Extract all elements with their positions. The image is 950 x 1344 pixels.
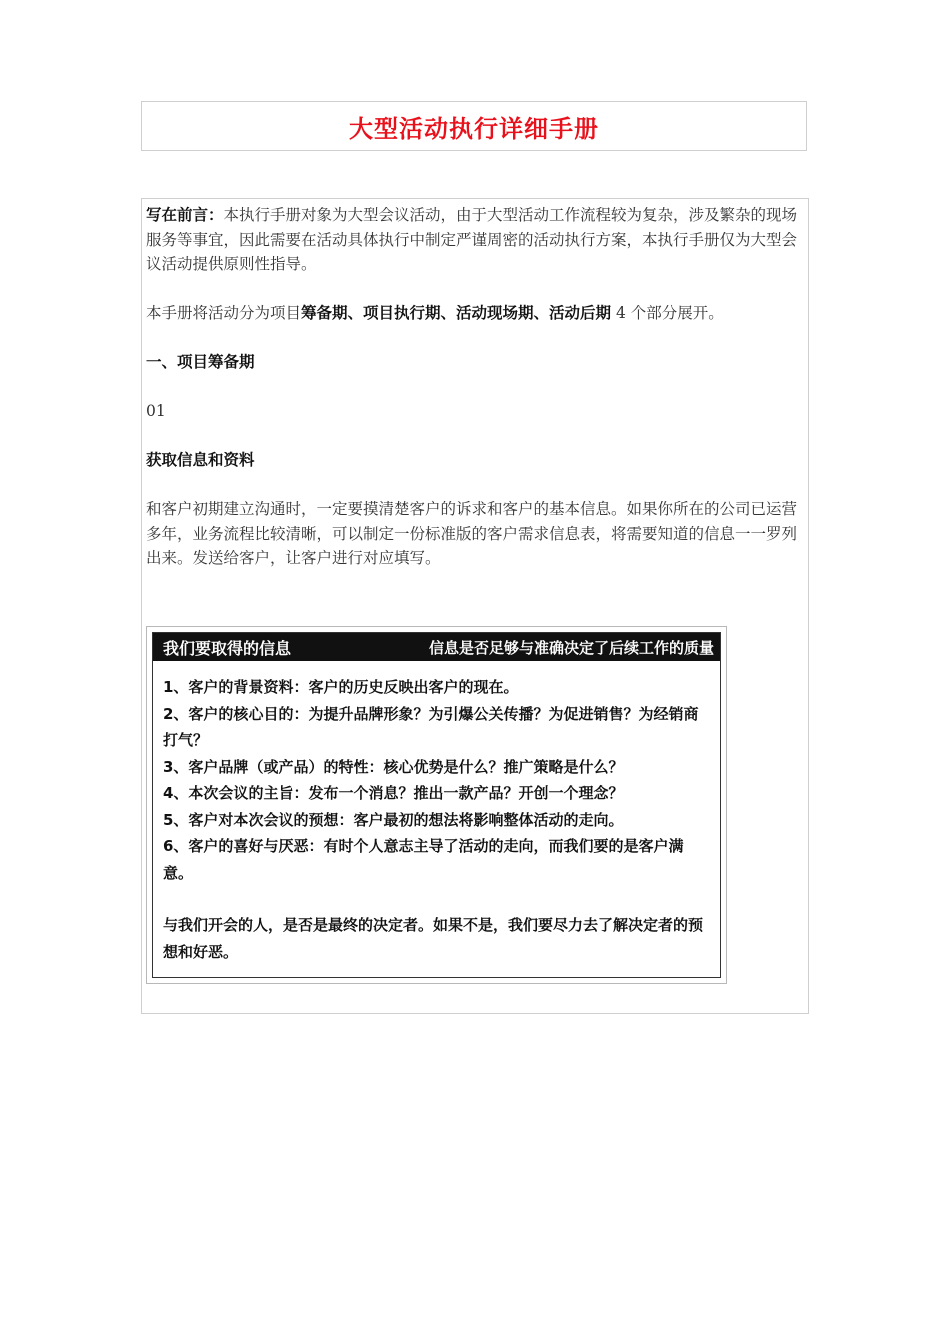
overview-before: 本手册将活动分为项目 — [146, 304, 302, 322]
section-number: 01 — [146, 402, 166, 420]
info-item-text: 为提升品牌形象？为引爆公关传播？为促进销售？为经销商打气？ — [163, 704, 699, 749]
info-item-text: 客户的历史反映出客户的现在。 — [308, 678, 519, 696]
info-card — [152, 632, 721, 978]
info-item-lead: 3、客户品牌（或产品）的特性： — [163, 757, 384, 776]
info-item — [163, 754, 710, 781]
info-item-lead: 5、客户对本次会议的预想： — [163, 810, 354, 829]
card-header-left: 我们要取得的信息 — [163, 638, 292, 658]
info-item — [163, 701, 710, 754]
info-item — [163, 780, 710, 807]
section-paragraph: 和客户初期建立沟通时，一定要摸清楚客户的诉求和客户的基本信息。如果你所在的公司已运营多年，业务流程比较清晰，可以制定一份标准版的客户需求信息表，将需要知道的信息一一罗列出来。发送给客户，让客户进行对应填写。 — [146, 500, 798, 567]
intro-paragraph — [146, 203, 804, 277]
card-header-right: 信息是否足够与准确决定了后续工作的质量 — [428, 638, 714, 657]
info-item — [163, 833, 710, 886]
intro-text: 本执行手册对象为大型会议活动，由于大型活动工作流程较为复杂，涉及繁杂的现场服务等事宜，因此需要在活动具体执行中制定严谨周密的活动执行方案，本执行手册仅为大型会议活动提供原则性指导。 — [146, 206, 798, 273]
info-item-text: 发布一个消息？推出一款产品？开创一个理念？ — [308, 784, 624, 802]
overview-phases: 筹备期、项目执行期、活动现场期、活动后期 — [301, 304, 612, 322]
info-item-lead: 2、客户的核心目的： — [163, 704, 309, 723]
info-item-lead: 4、本次会议的主旨： — [163, 784, 309, 802]
card-body — [153, 661, 720, 965]
card-header — [153, 633, 720, 661]
info-item — [163, 807, 710, 834]
page-title: 大型活动执行详细手册 — [349, 114, 599, 143]
info-footer: 与我们开会的人，是否是最终的决定者。如果不是，我们要尽力去了解决定者的预想和好恶。 — [163, 916, 704, 961]
title-box — [141, 101, 807, 151]
overview-paragraph — [146, 301, 804, 326]
info-item-text: 核心优势是什么？推广策略是什么？ — [383, 757, 624, 776]
info-item-lead: 1、客户的背景资料： — [163, 678, 309, 696]
info-item-text: 有时个人意志主导了活动的走向，而我们要的是客户满意。 — [163, 837, 684, 882]
intro-label: 写在前言： — [146, 206, 224, 224]
overview-after: 4 个部分展开。 — [611, 304, 724, 322]
content-box — [141, 198, 809, 1014]
info-figure — [146, 626, 727, 984]
info-item — [163, 674, 710, 701]
info-item-lead: 6、客户的喜好与厌恶： — [163, 837, 324, 855]
section-heading: 一、项目筹备期 — [146, 353, 255, 371]
subsection-heading: 获取信息和资料 — [146, 451, 255, 469]
info-item-text: 客户最初的想法将影响整体活动的走向。 — [353, 810, 624, 829]
